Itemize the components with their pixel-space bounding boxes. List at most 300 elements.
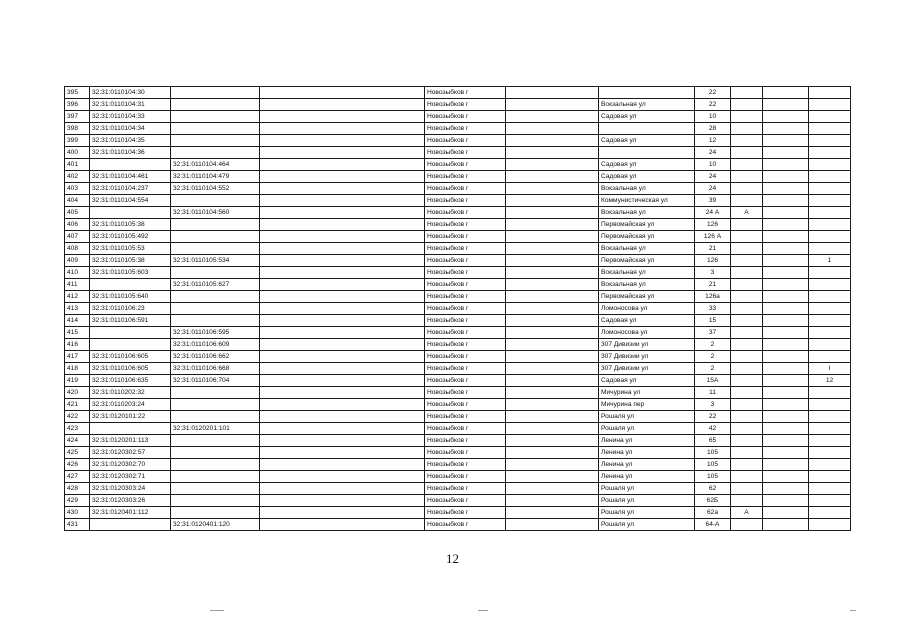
city-cell: Новозыбков г xyxy=(425,339,506,351)
empty-cell xyxy=(763,495,809,507)
street-cell: Садовая ул xyxy=(599,315,695,327)
letter-cell xyxy=(731,267,763,279)
empty-cell xyxy=(763,315,809,327)
house-number-cell: 15А xyxy=(695,375,731,387)
letter-cell xyxy=(731,111,763,123)
street-cell: Мичурина пер xyxy=(599,399,695,411)
empty-cell xyxy=(506,375,599,387)
cadastral-number-cell xyxy=(90,159,171,171)
apartment-cell xyxy=(809,195,851,207)
parent-cadastral-number-cell xyxy=(171,387,260,399)
street-cell: Садовая ул xyxy=(599,375,695,387)
empty-cell xyxy=(763,375,809,387)
street-cell: Мичурина ул xyxy=(599,387,695,399)
street-cell: Ленина ул xyxy=(599,459,695,471)
table-row xyxy=(65,315,851,327)
row-number-cell: 418 xyxy=(65,363,90,375)
cadastral-number-cell: 32:31:0120302:70 xyxy=(90,459,171,471)
city-cell: Новозыбков г xyxy=(425,447,506,459)
street-cell: Вокзальная ул xyxy=(599,243,695,255)
empty-cell xyxy=(260,303,425,315)
letter-cell xyxy=(731,447,763,459)
row-number-cell: 423 xyxy=(65,423,90,435)
empty-cell xyxy=(763,507,809,519)
parent-cadastral-number-cell: 32:31:0110106:662 xyxy=(171,351,260,363)
letter-cell xyxy=(731,135,763,147)
empty-cell xyxy=(763,99,809,111)
cadastral-number-cell: 32:31:0110202:32 xyxy=(90,387,171,399)
row-number-cell: 428 xyxy=(65,483,90,495)
empty-cell xyxy=(506,423,599,435)
street-cell: Вокзальная ул xyxy=(599,99,695,111)
city-cell: Новозыбков г xyxy=(425,123,506,135)
letter-cell xyxy=(731,291,763,303)
house-number-cell: 42 xyxy=(695,423,731,435)
house-number-cell: 24 А xyxy=(695,207,731,219)
table-row xyxy=(65,339,851,351)
row-number-cell: 398 xyxy=(65,123,90,135)
empty-cell xyxy=(763,267,809,279)
city-cell: Новозыбков г xyxy=(425,423,506,435)
street-cell: Садовая ул xyxy=(599,111,695,123)
property-registry-table xyxy=(64,86,851,531)
empty-cell xyxy=(763,111,809,123)
empty-cell xyxy=(260,447,425,459)
registry-rows xyxy=(65,87,851,531)
row-number-cell: 421 xyxy=(65,399,90,411)
row-number-cell: 400 xyxy=(65,147,90,159)
parent-cadastral-number-cell: 32:31:0110106:595 xyxy=(171,327,260,339)
empty-cell xyxy=(506,411,599,423)
row-number-cell: 425 xyxy=(65,447,90,459)
table-row xyxy=(65,195,851,207)
house-number-cell: 3 xyxy=(695,267,731,279)
empty-cell xyxy=(506,507,599,519)
street-cell: Рошаля ул xyxy=(599,519,695,531)
apartment-cell xyxy=(809,243,851,255)
letter-cell xyxy=(731,123,763,135)
apartment-cell xyxy=(809,519,851,531)
house-number-cell: 64-А xyxy=(695,519,731,531)
empty-cell xyxy=(260,99,425,111)
city-cell: Новозыбков г xyxy=(425,411,506,423)
table-row xyxy=(65,267,851,279)
table-row xyxy=(65,171,851,183)
city-cell: Новозыбков г xyxy=(425,183,506,195)
cadastral-number-cell xyxy=(90,339,171,351)
street-cell: Ломоносова ул xyxy=(599,303,695,315)
empty-cell xyxy=(763,207,809,219)
empty-cell xyxy=(763,87,809,99)
cadastral-number-cell: 32:31:0110106:591 xyxy=(90,315,171,327)
letter-cell xyxy=(731,483,763,495)
city-cell: Новозыбков г xyxy=(425,219,506,231)
empty-cell xyxy=(763,147,809,159)
street-cell: Садовая ул xyxy=(599,171,695,183)
cadastral-number-cell: 32:31:0110105:38 xyxy=(90,255,171,267)
row-number-cell: 424 xyxy=(65,435,90,447)
empty-cell xyxy=(260,435,425,447)
row-number-cell: 415 xyxy=(65,327,90,339)
city-cell: Новозыбков г xyxy=(425,279,506,291)
parent-cadastral-number-cell xyxy=(171,315,260,327)
parent-cadastral-number-cell xyxy=(171,135,260,147)
table-row xyxy=(65,159,851,171)
parent-cadastral-number-cell xyxy=(171,399,260,411)
empty-cell xyxy=(763,279,809,291)
empty-cell xyxy=(763,339,809,351)
city-cell: Новозыбков г xyxy=(425,87,506,99)
empty-cell xyxy=(260,375,425,387)
table-row xyxy=(65,327,851,339)
house-number-cell: 33 xyxy=(695,303,731,315)
table-row xyxy=(65,219,851,231)
empty-cell xyxy=(260,219,425,231)
empty-cell xyxy=(260,411,425,423)
city-cell: Новозыбков г xyxy=(425,159,506,171)
table-row xyxy=(65,495,851,507)
empty-cell xyxy=(260,351,425,363)
empty-cell xyxy=(506,135,599,147)
empty-cell xyxy=(260,423,425,435)
table-row xyxy=(65,435,851,447)
parent-cadastral-number-cell: 32:31:0110104:464 xyxy=(171,159,260,171)
empty-cell xyxy=(506,159,599,171)
letter-cell xyxy=(731,87,763,99)
empty-cell xyxy=(763,435,809,447)
cadastral-number-cell: 32:31:0110203:24 xyxy=(90,399,171,411)
cadastral-number-cell: 32:31:0110104:33 xyxy=(90,111,171,123)
empty-cell xyxy=(763,459,809,471)
house-number-cell: 37 xyxy=(695,327,731,339)
cadastral-number-cell: 32:31:0120303:26 xyxy=(90,495,171,507)
letter-cell xyxy=(731,387,763,399)
parent-cadastral-number-cell xyxy=(171,435,260,447)
cadastral-number-cell: 32:31:0110105:38 xyxy=(90,219,171,231)
empty-cell xyxy=(763,195,809,207)
city-cell: Новозыбков г xyxy=(425,171,506,183)
letter-cell: А xyxy=(731,507,763,519)
street-cell: Садовая ул xyxy=(599,159,695,171)
street-cell: Ленина ул xyxy=(599,471,695,483)
apartment-cell xyxy=(809,123,851,135)
apartment-cell xyxy=(809,411,851,423)
city-cell: Новозыбков г xyxy=(425,519,506,531)
row-number-cell: 410 xyxy=(65,267,90,279)
empty-cell xyxy=(763,471,809,483)
parent-cadastral-number-cell xyxy=(171,243,260,255)
parent-cadastral-number-cell xyxy=(171,447,260,459)
row-number-cell: 416 xyxy=(65,339,90,351)
empty-cell xyxy=(763,351,809,363)
table-row xyxy=(65,519,851,531)
row-number-cell: 427 xyxy=(65,471,90,483)
table-row xyxy=(65,399,851,411)
apartment-cell xyxy=(809,471,851,483)
empty-cell xyxy=(763,135,809,147)
letter-cell xyxy=(731,99,763,111)
empty-cell xyxy=(506,279,599,291)
row-number-cell: 420 xyxy=(65,387,90,399)
cadastral-number-cell: 32:31:0110104:237 xyxy=(90,183,171,195)
empty-cell xyxy=(763,159,809,171)
empty-cell xyxy=(260,291,425,303)
street-cell: Первомайская ул xyxy=(599,255,695,267)
apartment-cell xyxy=(809,423,851,435)
empty-cell xyxy=(506,267,599,279)
parent-cadastral-number-cell: 32:31:0110105:627 xyxy=(171,279,260,291)
row-number-cell: 408 xyxy=(65,243,90,255)
parent-cadastral-number-cell xyxy=(171,99,260,111)
table-row xyxy=(65,411,851,423)
apartment-cell xyxy=(809,327,851,339)
table-row xyxy=(65,279,851,291)
table-row xyxy=(65,375,851,387)
table-row xyxy=(65,123,851,135)
row-number-cell: 417 xyxy=(65,351,90,363)
empty-cell xyxy=(260,279,425,291)
parent-cadastral-number-cell xyxy=(171,123,260,135)
apartment-cell xyxy=(809,171,851,183)
empty-cell xyxy=(763,447,809,459)
parent-cadastral-number-cell xyxy=(171,195,260,207)
row-number-cell: 431 xyxy=(65,519,90,531)
empty-cell xyxy=(506,327,599,339)
empty-cell xyxy=(506,183,599,195)
house-number-cell: 2 xyxy=(695,363,731,375)
apartment-cell xyxy=(809,231,851,243)
table-row xyxy=(65,147,851,159)
row-number-cell: 422 xyxy=(65,411,90,423)
parent-cadastral-number-cell: 32:31:0110104:479 xyxy=(171,171,260,183)
apartment-cell: 1 xyxy=(809,255,851,267)
empty-cell xyxy=(260,507,425,519)
house-number-cell: 126 xyxy=(695,255,731,267)
parent-cadastral-number-cell xyxy=(171,219,260,231)
empty-cell xyxy=(260,327,425,339)
parent-cadastral-number-cell xyxy=(171,303,260,315)
empty-cell xyxy=(260,171,425,183)
row-number-cell: 397 xyxy=(65,111,90,123)
parent-cadastral-number-cell xyxy=(171,87,260,99)
cadastral-number-cell: 32:31:0110106:605 xyxy=(90,363,171,375)
apartment-cell xyxy=(809,99,851,111)
cadastral-number-cell: 32:31:0120401:112 xyxy=(90,507,171,519)
cadastral-number-cell: 32:31:0110104:34 xyxy=(90,123,171,135)
empty-cell xyxy=(763,171,809,183)
parent-cadastral-number-cell xyxy=(171,147,260,159)
empty-cell xyxy=(506,315,599,327)
street-cell xyxy=(599,123,695,135)
row-number-cell: 430 xyxy=(65,507,90,519)
empty-cell xyxy=(506,123,599,135)
row-number-cell: 412 xyxy=(65,291,90,303)
empty-cell xyxy=(763,183,809,195)
street-cell: Ломоносова ул xyxy=(599,327,695,339)
table-row xyxy=(65,231,851,243)
street-cell: Ленина ул xyxy=(599,447,695,459)
cadastral-number-cell: 32:31:0110105:492 xyxy=(90,231,171,243)
letter-cell xyxy=(731,303,763,315)
city-cell: Новозыбков г xyxy=(425,375,506,387)
street-cell: Рошаля ул xyxy=(599,483,695,495)
empty-cell xyxy=(260,147,425,159)
street-cell: Первомайская ул xyxy=(599,231,695,243)
parent-cadastral-number-cell xyxy=(171,495,260,507)
street-cell: 307 Дивизии ул xyxy=(599,363,695,375)
apartment-cell xyxy=(809,279,851,291)
house-number-cell: 65 xyxy=(695,435,731,447)
house-number-cell: 2 xyxy=(695,351,731,363)
empty-cell xyxy=(763,327,809,339)
empty-cell xyxy=(260,339,425,351)
row-number-cell: 414 xyxy=(65,315,90,327)
empty-cell xyxy=(506,435,599,447)
apartment-cell xyxy=(809,387,851,399)
row-number-cell: 403 xyxy=(65,183,90,195)
empty-cell xyxy=(763,423,809,435)
registry-sheet xyxy=(64,86,851,531)
empty-cell xyxy=(506,303,599,315)
cadastral-number-cell: 32:31:0110104:35 xyxy=(90,135,171,147)
letter-cell xyxy=(731,171,763,183)
empty-cell xyxy=(763,363,809,375)
empty-cell xyxy=(260,207,425,219)
house-number-cell: 12 xyxy=(695,135,731,147)
empty-cell xyxy=(763,399,809,411)
empty-cell xyxy=(763,123,809,135)
row-number-cell: 401 xyxy=(65,159,90,171)
letter-cell xyxy=(731,519,763,531)
cadastral-number-cell: 32:31:0120303:24 xyxy=(90,483,171,495)
city-cell: Новозыбков г xyxy=(425,195,506,207)
letter-cell xyxy=(731,219,763,231)
street-cell: Вокзальная ул xyxy=(599,207,695,219)
letter-cell xyxy=(731,423,763,435)
house-number-cell: 28 xyxy=(695,123,731,135)
empty-cell xyxy=(260,255,425,267)
apartment-cell xyxy=(809,135,851,147)
cadastral-number-cell: 32:31:0120302:57 xyxy=(90,447,171,459)
house-number-cell: 62Б xyxy=(695,495,731,507)
table-row xyxy=(65,111,851,123)
parent-cadastral-number-cell xyxy=(171,459,260,471)
row-number-cell: 406 xyxy=(65,219,90,231)
table-row xyxy=(65,351,851,363)
house-number-cell: 22 xyxy=(695,411,731,423)
empty-cell xyxy=(763,483,809,495)
city-cell: Новозыбков г xyxy=(425,507,506,519)
street-cell: Первомайская ул xyxy=(599,291,695,303)
apartment-cell xyxy=(809,159,851,171)
row-number-cell: 395 xyxy=(65,87,90,99)
apartment-cell xyxy=(809,447,851,459)
empty-cell xyxy=(260,387,425,399)
city-cell: Новозыбков г xyxy=(425,399,506,411)
empty-cell xyxy=(506,171,599,183)
letter-cell xyxy=(731,411,763,423)
scan-artifact-line xyxy=(210,610,224,611)
cadastral-number-cell xyxy=(90,207,171,219)
street-cell: Рошаля ул xyxy=(599,507,695,519)
house-number-cell: 105 xyxy=(695,459,731,471)
cadastral-number-cell xyxy=(90,519,171,531)
house-number-cell: 105 xyxy=(695,471,731,483)
street-cell xyxy=(599,147,695,159)
apartment-cell xyxy=(809,495,851,507)
empty-cell xyxy=(506,195,599,207)
cadastral-number-cell: 32:31:0110106:635 xyxy=(90,375,171,387)
empty-cell xyxy=(260,135,425,147)
empty-cell xyxy=(260,159,425,171)
apartment-cell: 12 xyxy=(809,375,851,387)
letter-cell xyxy=(731,195,763,207)
table-row xyxy=(65,447,851,459)
empty-cell xyxy=(260,315,425,327)
parent-cadastral-number-cell xyxy=(171,483,260,495)
empty-cell xyxy=(260,183,425,195)
table-row xyxy=(65,183,851,195)
city-cell: Новозыбков г xyxy=(425,327,506,339)
scan-artifact-line xyxy=(478,610,488,611)
apartment-cell xyxy=(809,183,851,195)
house-number-cell: 15 xyxy=(695,315,731,327)
house-number-cell: 39 xyxy=(695,195,731,207)
letter-cell xyxy=(731,159,763,171)
empty-cell xyxy=(506,339,599,351)
empty-cell xyxy=(763,411,809,423)
row-number-cell: 396 xyxy=(65,99,90,111)
parent-cadastral-number-cell: 32:31:0110104:560 xyxy=(171,207,260,219)
house-number-cell: 105 xyxy=(695,447,731,459)
empty-cell xyxy=(763,231,809,243)
city-cell: Новозыбков г xyxy=(425,351,506,363)
letter-cell xyxy=(731,435,763,447)
cadastral-number-cell: 32:31:0110104:554 xyxy=(90,195,171,207)
empty-cell xyxy=(763,303,809,315)
street-cell: Вокзальная ул xyxy=(599,183,695,195)
house-number-cell: 24 xyxy=(695,171,731,183)
table-row xyxy=(65,255,851,267)
letter-cell xyxy=(731,279,763,291)
parent-cadastral-number-cell: 32:31:0110106:668 xyxy=(171,363,260,375)
empty-cell xyxy=(260,87,425,99)
letter-cell xyxy=(731,363,763,375)
city-cell: Новозыбков г xyxy=(425,99,506,111)
empty-cell xyxy=(260,123,425,135)
cadastral-number-cell: 32:31:0110105:640 xyxy=(90,291,171,303)
city-cell: Новозыбков г xyxy=(425,483,506,495)
parent-cadastral-number-cell xyxy=(171,471,260,483)
empty-cell xyxy=(260,483,425,495)
empty-cell xyxy=(260,459,425,471)
city-cell: Новозыбков г xyxy=(425,255,506,267)
parent-cadastral-number-cell xyxy=(171,507,260,519)
house-number-cell: 11 xyxy=(695,387,731,399)
street-cell: Садовая ул xyxy=(599,135,695,147)
row-number-cell: 411 xyxy=(65,279,90,291)
house-number-cell: 62 xyxy=(695,483,731,495)
page-number: 12 xyxy=(446,551,459,566)
cadastral-number-cell: 32:31:0110104:461 xyxy=(90,171,171,183)
row-number-cell: 413 xyxy=(65,303,90,315)
empty-cell xyxy=(260,231,425,243)
city-cell: Новозыбков г xyxy=(425,111,506,123)
house-number-cell: 126 А xyxy=(695,231,731,243)
cadastral-number-cell xyxy=(90,423,171,435)
letter-cell xyxy=(731,183,763,195)
apartment-cell xyxy=(809,351,851,363)
